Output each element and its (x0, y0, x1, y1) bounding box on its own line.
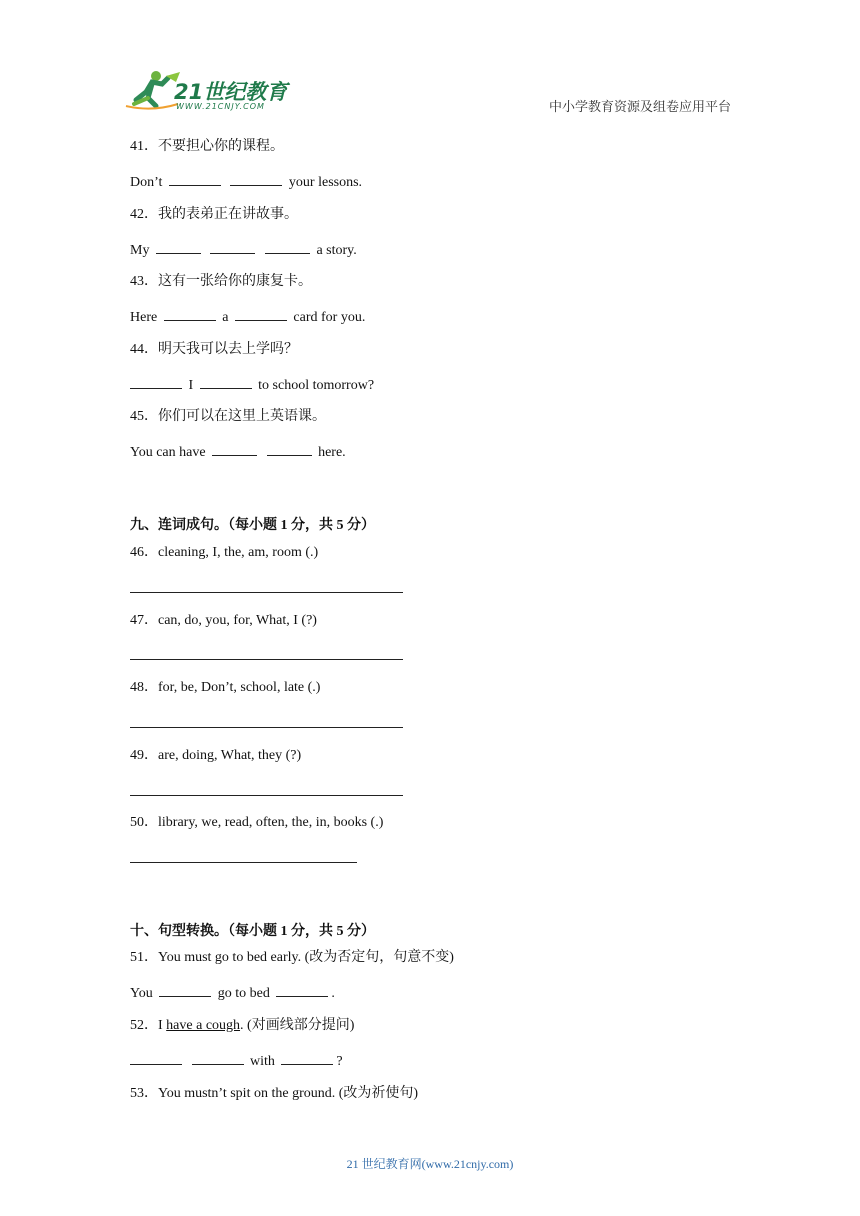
question-43-prompt: 43．这有一张给你的康复卡。 (130, 274, 312, 289)
logo-title: 21世纪教育 (174, 80, 288, 104)
answer-blank[interactable] (156, 239, 201, 254)
answer-blank[interactable] (230, 171, 282, 186)
answer-line[interactable] (130, 659, 403, 660)
question-53-prompt: 53．You mustn’t spit on the ground. (改为祈使句) (130, 1086, 419, 1101)
answer-blank[interactable] (265, 239, 310, 254)
question-51-answer: You go to bed . (130, 982, 335, 1004)
answer-blank[interactable] (200, 374, 252, 389)
answer-line[interactable] (130, 727, 403, 728)
question-48: 48．for, be, Don’t, school, late (.) (130, 680, 321, 695)
answer-blank[interactable] (130, 1050, 182, 1065)
answer-blank[interactable] (235, 306, 287, 321)
answer-blank[interactable] (212, 441, 257, 456)
question-51-prompt: 51．You must go to bed early. (改为否定句，句意不变) (130, 950, 454, 965)
question-52-answer: with ? (130, 1050, 343, 1072)
question-42-answer: My a story. (130, 239, 357, 261)
question-45-prompt: 45．你们可以在这里上英语课。 (130, 409, 326, 424)
answer-blank[interactable] (164, 306, 216, 321)
question-44-answer: I to school tomorrow? (130, 374, 374, 396)
section-9-title: 九、连词成句。（每小题 1 分，共 5 分） (130, 518, 375, 533)
question-46: 46．cleaning, I, the, am, room (.) (130, 545, 319, 560)
question-41-answer: Don’t your lessons. (130, 171, 362, 193)
answer-blank[interactable] (159, 982, 211, 997)
answer-blank[interactable] (267, 441, 312, 456)
question-52-prompt: 52．I have a cough. (对画线部分提问) (130, 1018, 355, 1033)
question-41-prompt: 41．不要担心你的课程。 (130, 139, 284, 154)
logo-subtitle: WWW.21CNJY.COM (176, 102, 265, 111)
answer-blank[interactable] (281, 1050, 333, 1065)
question-44-prompt: 44．明天我可以去上学吗？ (130, 342, 298, 357)
underlined-phrase: have a cough (166, 1018, 241, 1033)
answer-line[interactable] (130, 862, 357, 863)
answer-blank[interactable] (169, 171, 221, 186)
answer-line[interactable] (130, 795, 403, 796)
answer-blank[interactable] (210, 239, 255, 254)
footer-source: 21 世纪教育网(www.21cnjy.com) (346, 1157, 514, 1171)
question-45-answer: You can have here. (130, 441, 346, 463)
question-50: 50．library, we, read, often, the, in, books (.) (130, 815, 384, 830)
question-43-answer: Here a card for you. (130, 306, 365, 328)
question-47: 47．can, do, you, for, What, I (?) (130, 613, 317, 628)
site-logo (122, 70, 292, 114)
section-10-title: 十、句型转换。（每小题 1 分，共 5 分） (130, 924, 375, 939)
answer-blank[interactable] (192, 1050, 244, 1065)
answer-blank[interactable] (276, 982, 328, 997)
answer-blank[interactable] (130, 374, 182, 389)
question-49: 49．are, doing, What, they (?) (130, 748, 302, 763)
answer-line[interactable] (130, 592, 403, 593)
question-42-prompt: 42．我的表弟正在讲故事。 (130, 207, 298, 222)
platform-label: 中小学教育资源及组卷应用平台 (549, 99, 732, 114)
